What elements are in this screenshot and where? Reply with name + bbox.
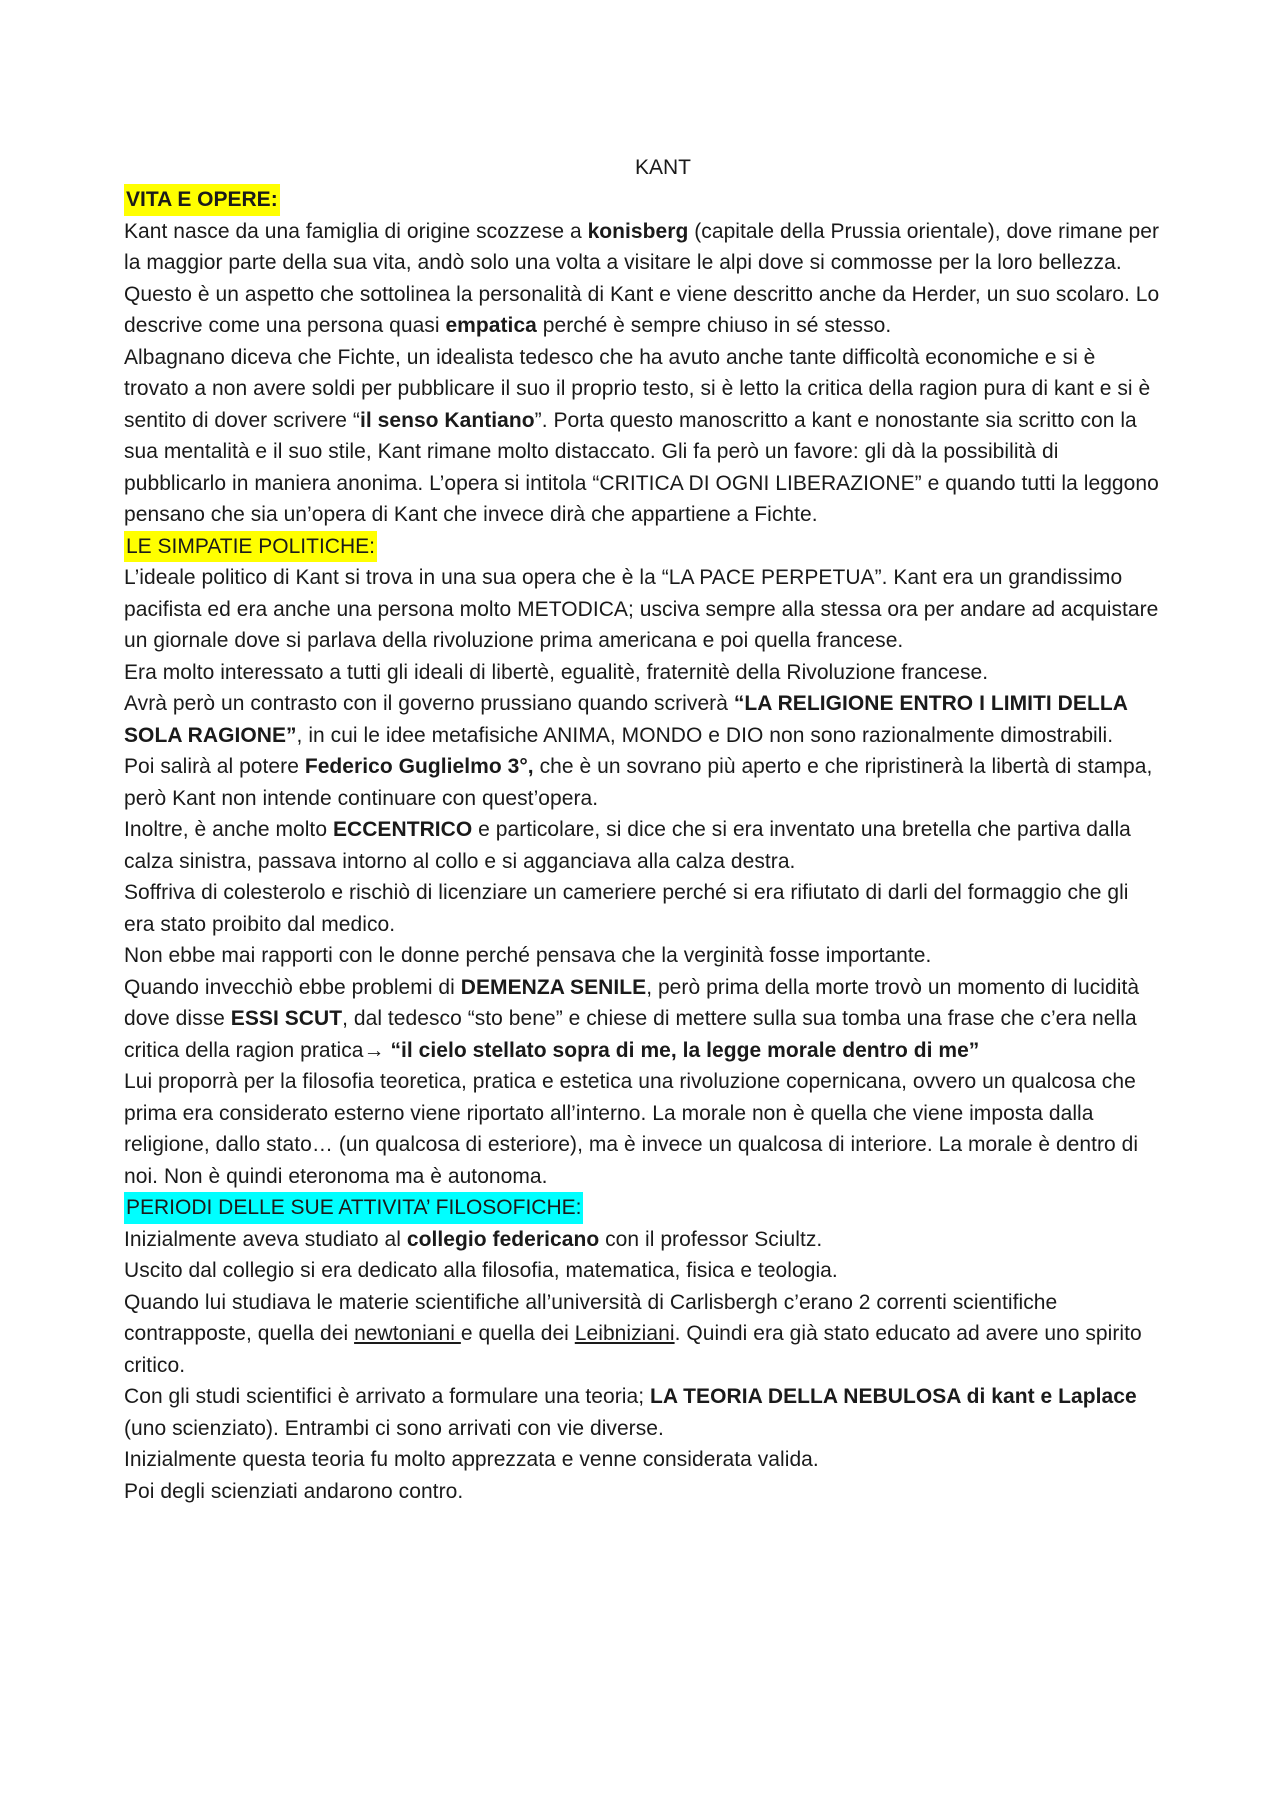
paragraph: Non ebbe mai rapporti con le donne perché pensava che la verginità fosse importante. [124,944,932,967]
section-heading-periodi-attivita: PERIODI DELLE SUE ATTIVITA’ FILOSOFICHE: [124,1192,583,1224]
paragraph: Kant nasce da una famiglia di origine scozzese a konisberg (capitale della Prussia orientale), dove rimane per la maggior parte della sua vita, andò solo una volta a visitare le alpi dove si commosse per la loro bellezza. Questo è un aspetto che sottolinea la personalità di Kant e viene descritto anche da Herder, un suo scolaro. Lo descrive come una persona quasi empatica perché è sempre chiuso in sé stesso. [124,219,1160,337]
paragraph: Era molto interessato a tutti gli ideali di libertè, egualitè, fraternitè della Rivoluzione francese. [124,660,989,684]
paragraph: Inizialmente aveva studiato al collegio federicano con il professor Sciultz. [124,1227,823,1251]
paragraph: Lui proporrà per la filosofia teoretica, pratica e estetica una rivoluzione copernicana, ovvero un qualcosa che prima era considerato esterno viene riportato all’interno. La morale non è quella che viene imposta dalla religione, dallo stato… (un qualcosa di esteriore), ma è invece un qualcosa di interiore. La morale è dentro di noi. Non è quindi eteronoma ma è autonoma. [124,1070,1139,1188]
paragraph: L’ideale politico di Kant si trova in una sua opera che è la “LA PACE PERPETUA”. Kant era un grandissimo pacifista ed era anche una persona molto METODICA; usciva sempre alla stessa ora per andare ad acquistare un giornale dove si parlava della rivoluzione prima americana e poi quella francese. [124,566,1159,652]
paragraph: Albagnano diceva che Fichte, un idealista tedesco che ha avuto anche tante difficoltà economiche e si è trovato a non avere soldi per pubblicare il suo il proprio testo, si è letto la critica della ragion pura di kant e si è sentito di dover scrivere “il senso Kantiano”. Porta questo manoscritto a kant e nonostante sia scritto con la sua mentalità e il suo stile, Kant rimane molto distaccato. Gli fa però un favore: gli dà la possibilità di pubblicarlo in maniera anonima. L’opera si intitola “CRITICA DI OGNI LIBERAZIONE” e quando tutti la leggono pensano che sia un’opera di Kant che invece dirà che appartiene a Fichte. [124,345,1159,526]
paragraph: Soffriva di colesterolo e rischiò di licenziare un cameriere perché si era rifiutato di darli del formaggio che gli era stato proibito dal medico. [124,881,1129,936]
arrow-right-icon: → [363,1038,385,1062]
document-title: KANT [634,156,691,179]
paragraph: Avrà però un contrasto con il governo prussiano quando scriverà “LA RELIGIONE ENTRO I LIMITI DELLA SOLA RAGIONE”, in cui le idee metafisiche ANIMA, MONDO e DIO non sono razionalmente dimostrabili. [124,692,1128,747]
paragraph: Uscito dal collegio si era dedicato alla filosofia, matematica, fisica e teologia. [124,1259,838,1282]
paragraph: Con gli studi scientifici è arrivato a formulare una teoria; LA TEORIA DELLA NEBULOSA di kant e Laplace (uno scienziato). Entrambi ci sono arrivati con vie diverse. [124,1385,1137,1440]
paragraph: Inizialmente questa teoria fu molto apprezzata e venne considerata valida. [124,1448,819,1471]
paragraph: Inoltre, è anche molto ECCENTRICO e particolare, si dice che si era inventato una bretella che partiva dalla calza sinistra, passava intorno al collo e si agganciava alla calza destra. [124,818,1131,873]
paragraph: Quando invecchiò ebbe problemi di DEMENZA SENILE, però prima della morte trovò un momento di lucidità dove disse ESSI SCUT, dal tedesco “sto bene” e chiese di mettere sulla sua tomba una frase che c’era nella critica della ragion pratica→ “il cielo stellato sopra di me, la legge morale dentro di me” [124,975,1140,1062]
paragraph: Poi salirà al potere Federico Guglielmo 3°, che è un sovrano più aperto e che ripristinerà la libertà di stampa, però Kant non intende continuare con quest’opera. [124,755,1153,810]
section-heading-vita-e-opere: VITA E OPERE: [124,184,280,216]
paragraph: Quando lui studiava le materie scientifiche all’università di Carlisbergh c’erano 2 correnti scientifiche contrapposte, quella dei newtoniani e quella dei Leibniziani. Quindi era già stato educato ad avere uno spirito critico. [124,1290,1142,1377]
section-heading-simpatie-politiche: LE SIMPATIE POLITICHE: [124,531,377,563]
paragraph: Poi degli scienziati andarono contro. [124,1479,464,1503]
